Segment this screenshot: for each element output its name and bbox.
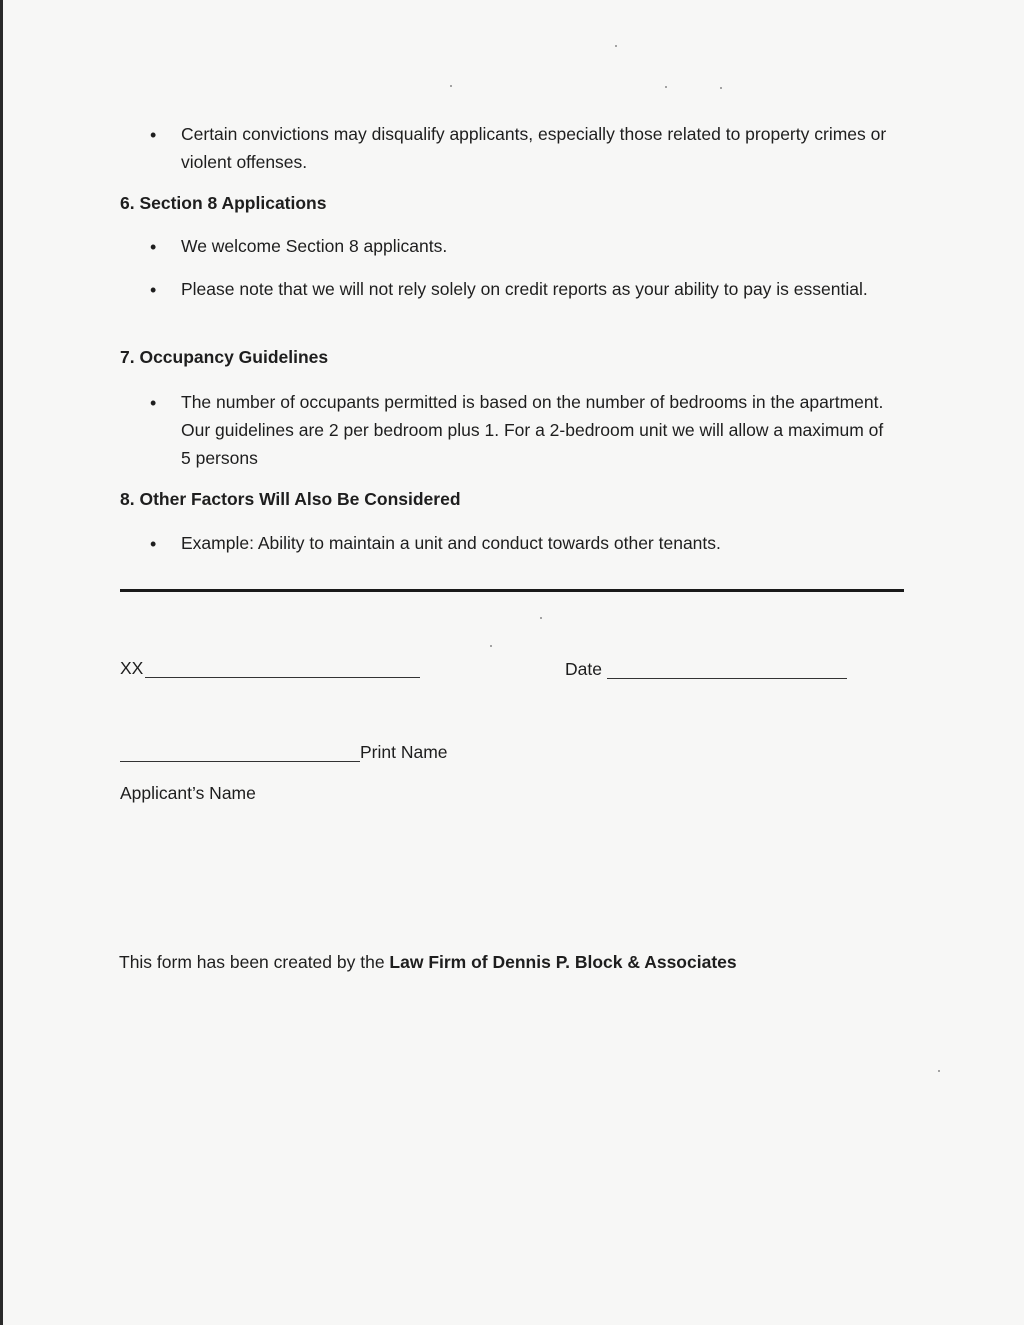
section-divider xyxy=(120,589,904,592)
bullet-text: Example: Ability to maintain a unit and conduct towards other tenants. xyxy=(181,533,721,553)
bullet-dot: • xyxy=(150,125,157,145)
bullet-text: The number of occupants permitted is based on the number of bedrooms in the apartment. Our guidelines are 2 per bedroom plus 1. For a 2-bedroom unit we will allow a maximum of 5 persons xyxy=(181,392,884,468)
bullet-dot: • xyxy=(150,237,157,257)
applicant-name-label: Applicant’s Name xyxy=(120,783,256,803)
scan-speck xyxy=(938,1070,940,1072)
bullet-dot: • xyxy=(150,393,157,413)
bullet-text: Certain convictions may disqualify applicants, especially those related to property crimes or violent offenses. xyxy=(181,124,887,172)
section-heading: 6. Section 8 Applications xyxy=(120,193,327,213)
scan-speck xyxy=(540,617,542,619)
bullet-dot: • xyxy=(150,534,157,554)
section-heading: 8. Other Factors Will Also Be Considered xyxy=(120,489,461,509)
scan-speck xyxy=(665,86,667,88)
print-name-label: Print Name xyxy=(360,742,448,762)
section-heading: 7. Occupancy Guidelines xyxy=(120,347,329,367)
date-label: Date xyxy=(565,659,602,679)
bullet-text: Please note that we will not rely solely on credit reports as your ability to pay is essential. xyxy=(181,279,868,299)
scan-speck xyxy=(615,45,617,47)
print-name-line[interactable] xyxy=(120,761,360,762)
scan-edge xyxy=(0,0,3,1325)
footer-credit xyxy=(119,948,737,976)
bullet-dot: • xyxy=(150,280,157,300)
footer-prefix: This form has been created by the xyxy=(119,952,390,972)
signature-line[interactable] xyxy=(145,677,420,678)
bullet-text: We welcome Section 8 applicants. xyxy=(181,236,448,256)
scan-speck xyxy=(720,87,722,89)
scan-speck xyxy=(450,85,452,87)
signature-label: XX xyxy=(120,658,144,678)
date-line[interactable] xyxy=(607,678,847,679)
law-firm-name: Law Firm of Dennis P. Block & Associates xyxy=(389,952,737,972)
scan-speck xyxy=(490,645,492,647)
